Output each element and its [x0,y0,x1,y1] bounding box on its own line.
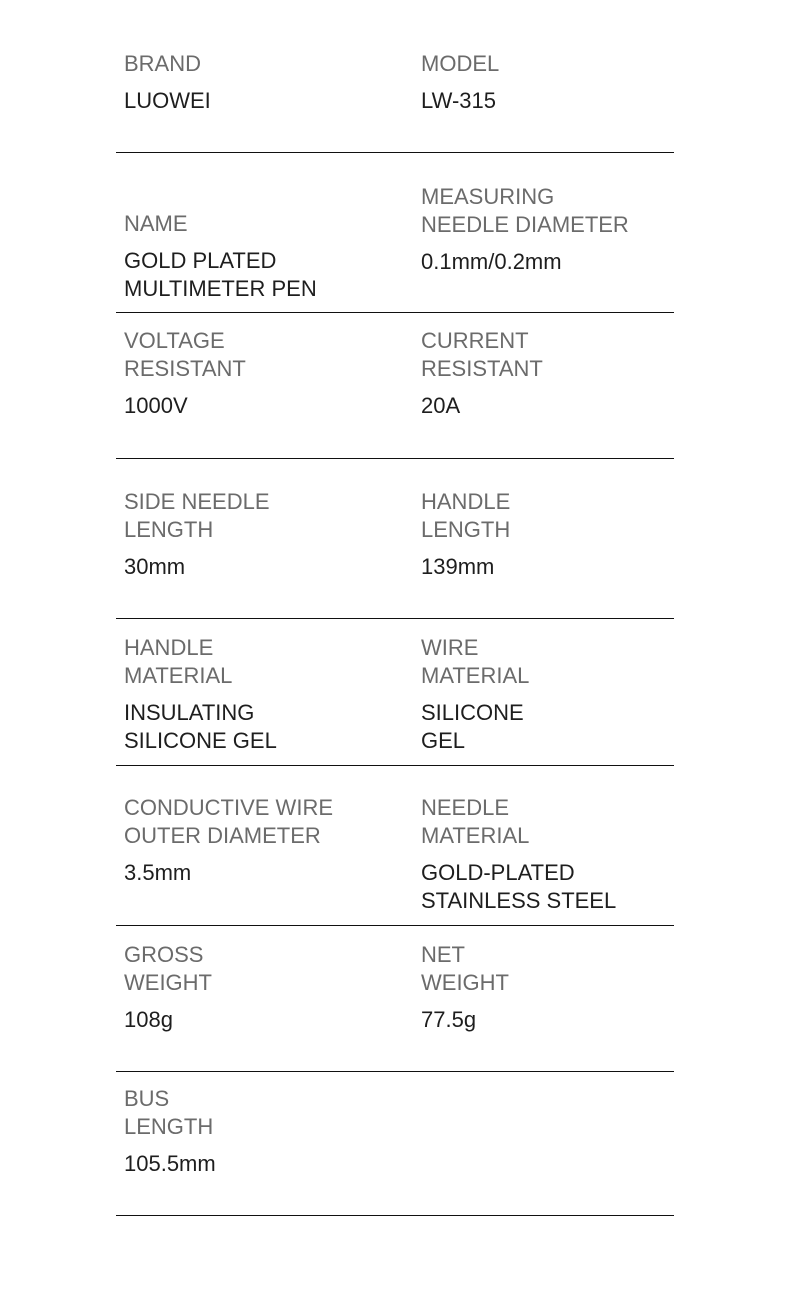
spec-label: GROSS WEIGHT [124,942,212,995]
spec-value: 77.5g [421,1007,477,1032]
spec-label: SIDE NEEDLE LENGTH [124,489,270,542]
spec-label: NEEDLE MATERIAL [421,795,530,848]
spec-value: GOLD PLATED MULTIMETER PEN [124,248,317,301]
spec-value: GOLD-PLATED STAINLESS STEEL [421,860,617,913]
spec-wire-outer-diameter [124,794,394,887]
divider [116,152,674,153]
spec-value: 30mm [124,554,186,579]
spec-label: MEASURING NEEDLE DIAMETER [421,184,629,237]
spec-brand [124,50,394,115]
spec-bus-length [124,1085,394,1178]
spec-value: LW-315 [421,88,497,113]
spec-value: 105.5mm [124,1151,216,1176]
spec-value: 1000V [124,393,188,418]
spec-label: MODEL [421,51,500,76]
divider [116,312,674,313]
spec-voltage [124,327,394,420]
spec-label: HANDLE MATERIAL [124,635,233,688]
spec-value: INSULATING SILICONE GEL [124,700,277,753]
spec-label: WIRE MATERIAL [421,635,530,688]
spec-model [421,50,691,115]
divider [116,1071,674,1072]
spec-gross-weight [124,941,394,1034]
divider [116,458,674,459]
spec-label: BUS LENGTH [124,1086,214,1139]
divider [116,765,674,766]
spec-label: CURRENT RESISTANT [421,328,543,381]
spec-label: VOLTAGE RESISTANT [124,328,246,381]
spec-value: 20A [421,393,461,418]
spec-needle-diameter [421,183,721,276]
spec-wire-material [421,634,691,755]
spec-net-weight [421,941,691,1034]
divider [116,618,674,619]
divider [116,1215,674,1216]
spec-handle-length [421,488,691,581]
spec-value: 3.5mm [124,860,192,885]
divider [116,925,674,926]
spec-value: SILICONE GEL [421,700,524,753]
spec-value: LUOWEI [124,88,211,113]
spec-name [124,210,394,303]
spec-label: CONDUCTIVE WIRE OUTER DIAMETER [124,795,333,848]
spec-value: 139mm [421,554,495,579]
spec-handle-material [124,634,394,755]
spec-side-needle-length [124,488,394,581]
spec-label: NET WEIGHT [421,942,509,995]
spec-label: BRAND [124,51,202,76]
spec-needle-material [421,794,691,915]
spec-value: 108g [124,1007,173,1032]
spec-label: NAME [124,211,188,236]
spec-label: HANDLE LENGTH [421,489,511,542]
spec-current [421,327,691,420]
spec-value: 0.1mm/0.2mm [421,249,562,274]
